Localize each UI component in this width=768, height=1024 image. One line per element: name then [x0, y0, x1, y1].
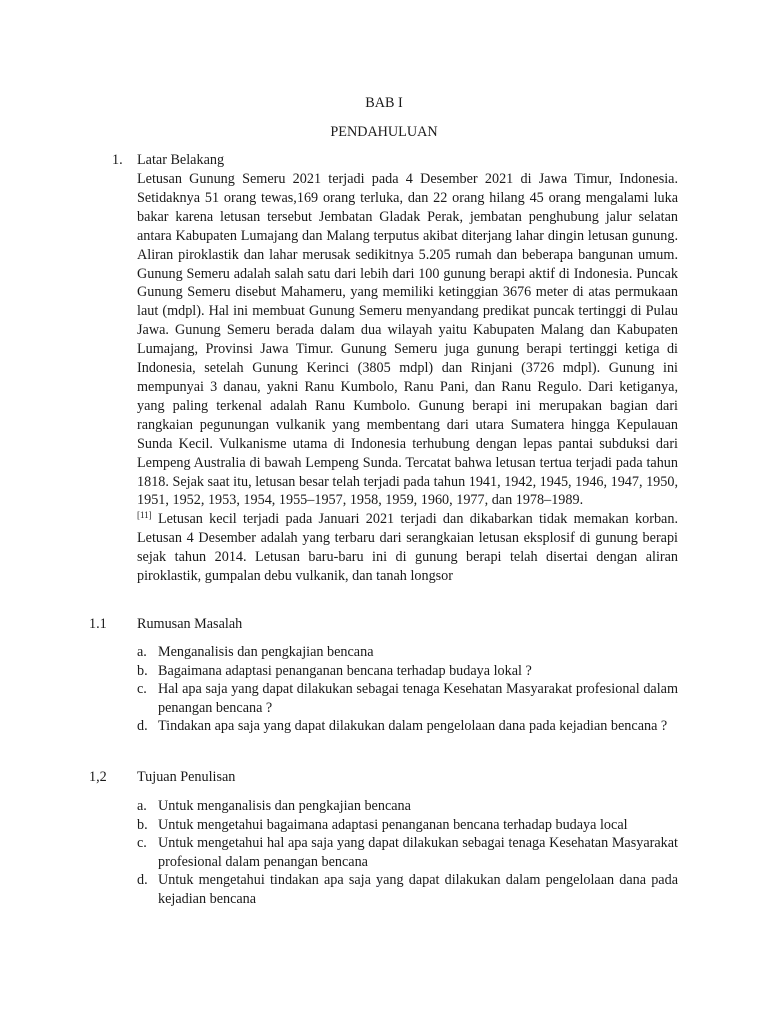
- section-number-rumusan-masalah: 1.1: [89, 616, 107, 632]
- list-item-text: Tindakan apa saja yang dapat dilakukan dalam pengelolaan dana pada kejadian bencana ?: [158, 718, 668, 735]
- list-marker: a.: [137, 644, 147, 660]
- list-item-text: Untuk menganalisis dan pengkajian bencana: [158, 798, 411, 814]
- list-marker: b.: [137, 662, 148, 679]
- list-item-text: Untuk mengetahui bagaimana adaptasi penanganan bencana terhadap budaya local: [158, 816, 628, 833]
- list-marker: d.: [137, 872, 148, 889]
- list-marker: d.: [137, 718, 148, 735]
- list-marker: a.: [137, 798, 147, 814]
- paragraph-text-part2: Letusan kecil terjadi pada Januari 2021 terjadi dan dikabarkan tidak memakan korban. Letusan 4 Desember adalah yang terbaru dari serangkaian letusan eksplosif di gunung berapi sejak tahun 2014. Letusan baru-baru ini di gunung berapi telah disertai dengan aliran piroklastik, gumpalan debu vulkanik, dan tanah longsor: [137, 511, 678, 585]
- list-item: [137, 717, 678, 736]
- section-title-rumusan-masalah: Rumusan Masalah: [137, 616, 243, 632]
- list-item: [137, 797, 678, 816]
- list-marker: c.: [137, 681, 147, 698]
- list-item: [137, 662, 678, 681]
- list-item-text: Hal apa saja yang dapat dilakukan sebagai tenaga Kesehatan Masyarakat profesional dalam penangan bencana ?: [158, 681, 678, 716]
- section-number-tujuan-penulisan: 1,2: [89, 769, 107, 785]
- list-item-text: Menganalisis dan pengkajian bencana: [158, 644, 374, 660]
- list-item-text: Bagaimana adaptasi penanganan bencana terhadap budaya lokal ?: [158, 662, 532, 679]
- section-number-latar-belakang: 1.: [112, 152, 123, 168]
- list-item: [137, 816, 678, 835]
- latar-belakang-paragraph: [137, 170, 678, 586]
- list-item: [137, 871, 678, 908]
- chapter-title: PENDAHULUAN: [330, 124, 438, 140]
- list-item: [137, 643, 678, 662]
- citation-marker: [11]: [137, 510, 152, 521]
- list-marker: c.: [137, 835, 147, 852]
- list-item: [137, 834, 678, 871]
- section-title-latar-belakang: Latar Belakang: [137, 152, 225, 168]
- list-item: [137, 680, 678, 717]
- paragraph-text-part1: Letusan Gunung Semeru 2021 terjadi pada 4 Desember 2021 di Jawa Timur, Indonesia. Setidaknya 51 orang tewas,169 orang terluka, dan 22 orang hilang 45 orang mengalami luka bakar karena letusan tersebut Jembatan Gladak Perak, jembatan penghubung jalur selatan antara Kabupaten Lumajang dan Malang terputus akibat diterjang lahar dingin letusan gunung. Aliran piroklastik dan lahar merusak sedikitnya 5.205 rumah dan beberapa bangunan umum. Gunung Semeru adalah salah satu dari lebih dari 100 gunung berapi aktif di Indonesia. Puncak Gunung Semeru disebut Mahameru, yang memiliki ketinggian 3676 meter di atas permukaan laut (mdpl). Hal ini membuat Gunung Semeru menyandang predikat puncak tertinggi di Pulau Jawa. Gunung Semeru berada dalam dua wilayah yaitu Kabupaten Malang dan Kabupaten Lumajang, Provinsi Jawa Timur. Gunung Semeru juga gunung berapi tertinggi ketiga di Indonesia, setelah Gunung Kerinci (3805 mdpl) dan Rinjani (3726 mdpl). Gunung ini mempunyai 3 danau, yakni Ranu Kumbolo, Ranu Pani, dan Ranu Regulo. Dari ketiganya, yang paling terkenal adalah Ranu Kumbolo. Gunung berapi ini merupakan bagian dari rangkaian pegunungan vulkanik yang membentang dari utara Sumatera hingga Kepulauan Sunda Kecil. Vulkanisme utama di Indonesia terhubung dengan lepas pantai subduksi dari Lempeng Australia di bawah Lempeng Sunda. Tercatat bahwa letusan tertua terjadi pada tahun 1818. Sejak saat itu, letusan besar telah terjadi pada tahun 1941, 1942, 1945, 1946, 1947, 1950, 1951, 1952, 1953, 1954, 1955–1957, 1958, 1959, 1960, 1977, dan 1978–1989.: [137, 171, 678, 509]
- tujuan-penulisan-list: [137, 797, 678, 909]
- section-title-tujuan-penulisan: Tujuan Penulisan: [137, 769, 236, 785]
- chapter-number: BAB I: [365, 95, 403, 111]
- list-item-text: Untuk mengetahui hal apa saja yang dapat dilakukan sebagai tenaga Kesehatan Masyarakat profesional dalam penangan bencana: [158, 835, 678, 870]
- list-marker: b.: [137, 816, 148, 833]
- list-item-text: Untuk mengetahui tindakan apa saja yang dapat dilakukan dalam pengelolaan dana pada kejadian bencana: [158, 872, 678, 907]
- rumusan-masalah-list: [137, 643, 678, 736]
